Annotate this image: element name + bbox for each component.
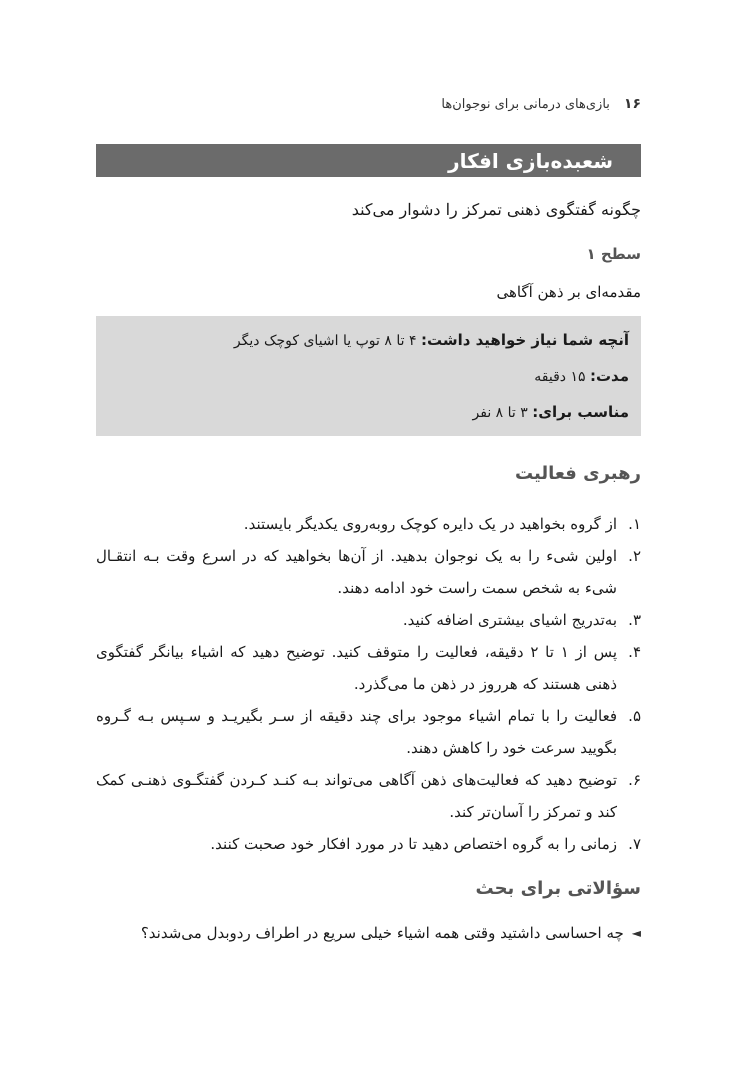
step-text: توضیح دهید که فعالیت‌های ذهن آگاهی می‌تواند بـه کنـد کـردن گفتگـوی ذهنـی کمک کند و تمرکز را آسان‌تر کند. <box>96 771 617 821</box>
step-text: فعالیت را با تمام اشیاء موجود برای چند دقیقه از سـر بگیریـد و سـپس بـه گـروه بگویید سرعت خود را کاهش دهند. <box>96 707 617 757</box>
step-item <box>96 540 641 604</box>
needs-value: ۴ تا ۸ توپ یا اشیای کوچک دیگر <box>233 333 417 349</box>
activity-title: شعبده‌بازی افکار <box>448 148 613 173</box>
step-item <box>96 508 641 540</box>
step-text: اولین شیء را به یک نوجوان بدهید. از آن‌ها بخواهید که در اسرع وقت بـه انتقـال شیء به شخص سمت راست خود ادامه دهند. <box>96 547 617 597</box>
duration-label: مدت: <box>589 367 629 385</box>
discussion-heading: سؤالاتی برای بحث <box>475 878 641 899</box>
step-item <box>96 764 641 828</box>
activity-level: سطح ۱ <box>586 245 641 263</box>
step-text: از گروه بخواهید در یک دایره کوچک روبه‌روی یکدیگر بایستند. <box>243 515 617 533</box>
step-text: پس از ۱ تا ۲ دقیقه، فعالیت را متوقف کنید. توضیح دهید که اشیاء بیانگر گفتگوی ذهنی هستند که هرروز در ذهن ما می‌گذرد. <box>96 643 618 693</box>
step-number: ۱. <box>628 515 641 533</box>
step-text: زمانی را به گروه اختصاص دهید تا در مورد افکار خود صحبت کنند. <box>210 835 617 853</box>
guide-heading: رهبری فعالیت <box>514 463 641 484</box>
step-item <box>96 828 641 860</box>
step-text: به‌تدریج اشیای بیشتری اضافه کنید. <box>402 611 617 629</box>
step-number: ۴. <box>628 643 641 661</box>
page-number: ۱۶ <box>623 96 641 112</box>
step-number: ۵. <box>628 707 641 725</box>
duration-line <box>96 362 629 398</box>
needs-line <box>96 326 629 362</box>
step-number: ۶. <box>628 771 641 789</box>
question-text: چه احساسی داشتید وقتی همه اشیاء خیلی سریع در اطراف ردوبدل می‌شدند؟ <box>140 924 624 942</box>
activity-intro: مقدمه‌ای بر ذهن آگاهی <box>496 283 641 301</box>
suitable-value: ۳ تا ۸ نفر <box>472 405 528 421</box>
step-item <box>96 604 641 636</box>
step-item <box>96 700 641 764</box>
discussion-question <box>96 924 641 942</box>
step-number: ۳. <box>628 611 641 629</box>
triangle-bullet-icon: ◄ <box>631 926 641 940</box>
duration-value: ۱۵ دقیقه <box>534 369 586 385</box>
info-box <box>96 316 641 436</box>
step-number: ۷. <box>628 835 641 853</box>
needs-label: آنچه شما نیاز خواهید داشت: <box>420 331 629 349</box>
step-item <box>96 636 641 700</box>
activity-title-bar <box>96 144 641 177</box>
activity-subtitle: چگونه گفتگوی ذهنی تمرکز را دشوار می‌کند <box>351 200 641 219</box>
step-number: ۲. <box>628 547 641 565</box>
book-title: بازی‌های درمانی برای نوجوان‌ها <box>441 96 610 112</box>
running-head <box>96 92 641 116</box>
suitable-line <box>96 398 629 434</box>
steps-list <box>96 508 641 860</box>
suitable-label: مناسب برای: <box>532 403 629 421</box>
